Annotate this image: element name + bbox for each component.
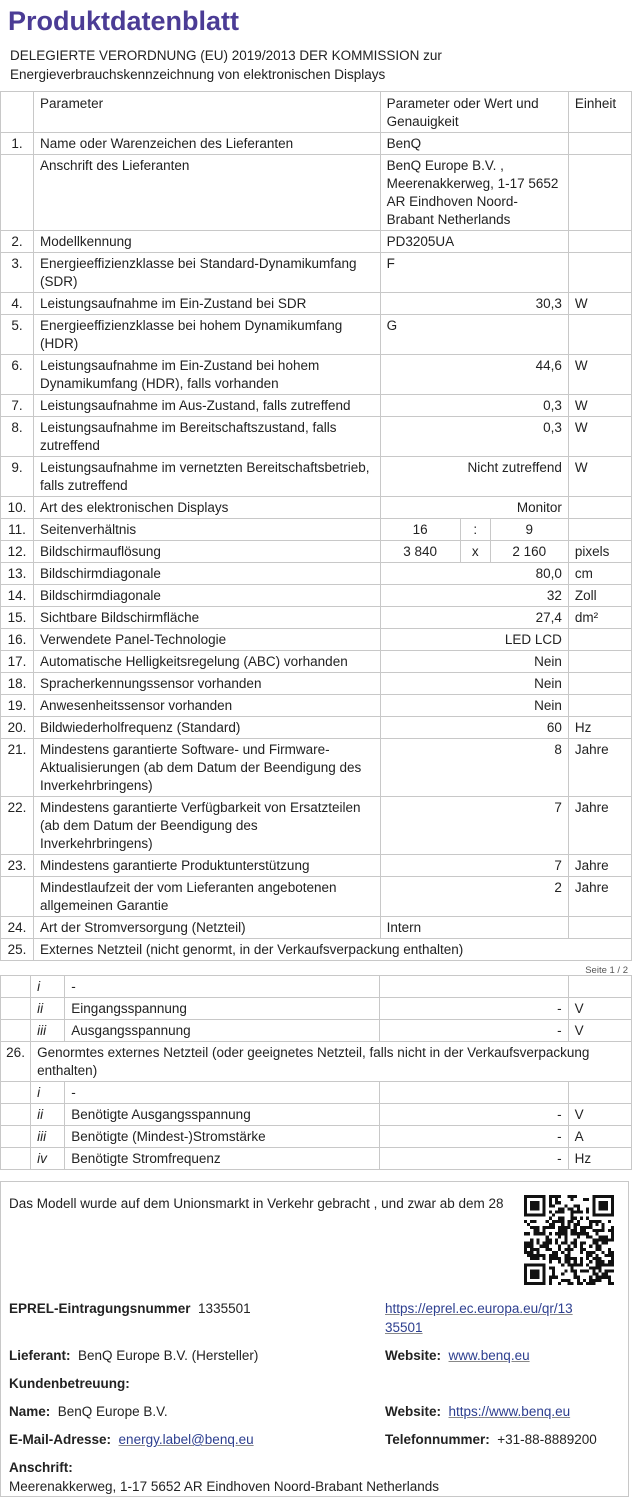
- sub-row: [1, 998, 632, 1020]
- table-row: [1, 231, 632, 253]
- table-row: [1, 673, 632, 695]
- row-parameter: Leistungsaufnahme im Ein-Zustand bei hohem Dynamikumfang (HDR), falls vorhanden: [34, 355, 381, 395]
- market-info-box: [0, 1181, 629, 1497]
- sub-row-value: [379, 1082, 568, 1104]
- sub-row-spacer: [1, 976, 31, 998]
- row-value: Nein: [380, 673, 568, 695]
- row-parameter: Externes Netzteil (nicht genormt, in der Verkaufsverpackung enthalten): [34, 939, 632, 961]
- support-name: [9, 1402, 168, 1421]
- row-value: 0,3: [380, 395, 568, 417]
- row-parameter: Art des elektronischen Displays: [34, 497, 381, 519]
- row-parameter: Anschrift des Lieferanten: [34, 155, 381, 231]
- row-parameter: Mindestens garantierte Produktunterstützung: [34, 855, 381, 877]
- row-unit: [568, 651, 631, 673]
- row-value-sep: x: [460, 541, 490, 563]
- sub-row-label: -: [65, 1082, 379, 1104]
- table-row-26: [1, 1042, 632, 1082]
- row-parameter: Anwesenheitssensor vorhanden: [34, 695, 381, 717]
- row-unit: [568, 315, 631, 355]
- row-value: 8: [380, 739, 568, 797]
- row-number: 26.: [1, 1042, 31, 1082]
- page-title: Produktdatenblatt: [8, 6, 240, 36]
- row-unit: [568, 231, 631, 253]
- support-email: [9, 1430, 254, 1449]
- sub-row-spacer: [1, 1148, 31, 1170]
- spec-table: [0, 91, 632, 961]
- row-number: 17.: [1, 651, 34, 673]
- table-row: [1, 315, 632, 355]
- row-value: 44,6: [380, 355, 568, 395]
- row-value: 7: [380, 855, 568, 877]
- table-row: [1, 541, 632, 563]
- sub-row-spacer: [1, 998, 31, 1020]
- table-row: [1, 651, 632, 673]
- website-2-label: Website:: [385, 1404, 442, 1419]
- row-value: 60: [380, 717, 568, 739]
- sub-row-unit: Hz: [568, 1148, 631, 1170]
- row-unit: W: [568, 395, 631, 417]
- table-row: [1, 293, 632, 315]
- row-number: 1.: [1, 133, 34, 155]
- header-unit: Einheit: [568, 92, 631, 133]
- table-row: [1, 155, 632, 231]
- sub-row: [1, 1104, 632, 1126]
- sub-row: [1, 1148, 632, 1170]
- table-row: [1, 629, 632, 651]
- row-unit: W: [568, 457, 631, 497]
- row-number: 4.: [1, 293, 34, 315]
- sub-row-roman: i: [31, 1082, 65, 1104]
- row-parameter: Genormtes externes Netzteil (oder geeignetes Netzteil, falls nicht in der Verkaufsverpackung enthalten): [31, 1042, 632, 1082]
- eprel-link[interactable]: [385, 1299, 573, 1337]
- sub-row-unit: V: [568, 1104, 631, 1126]
- row-number: 3.: [1, 253, 34, 293]
- row-number: 9.: [1, 457, 34, 497]
- subtitle-line-2: Energieverbrauchskennzeichnung von elektronischen Displays: [10, 67, 386, 82]
- row-value-a: 16: [380, 519, 460, 541]
- email-link[interactable]: energy.label@benq.eu: [118, 1432, 254, 1447]
- qr-code-icon: [524, 1195, 614, 1285]
- table-row: [1, 877, 632, 917]
- row-unit: Jahre: [568, 797, 631, 855]
- row-value: PD3205UA: [380, 231, 568, 253]
- row-parameter: Leistungsaufnahme im Aus-Zustand, falls zutreffend: [34, 395, 381, 417]
- table-row: [1, 855, 632, 877]
- table-row: [1, 457, 632, 497]
- row-unit: [568, 497, 631, 519]
- table-header-row: [1, 92, 632, 133]
- row-number: 23.: [1, 855, 34, 877]
- row-parameter: Art der Stromversorgung (Netzteil): [34, 917, 381, 939]
- row-parameter: Bildschirmdiagonale: [34, 563, 381, 585]
- website-1: [385, 1346, 530, 1365]
- website-2: [385, 1402, 570, 1421]
- row-value: 27,4: [380, 607, 568, 629]
- row-value-b: 2 160: [490, 541, 568, 563]
- row-unit: W: [568, 355, 631, 395]
- sub-row-value: -: [379, 1020, 568, 1042]
- row-value: BenQ: [380, 133, 568, 155]
- sub-row-value: -: [379, 998, 568, 1020]
- row-parameter: Automatische Helligkeitsregelung (ABC) vorhanden: [34, 651, 381, 673]
- regulation-subtitle: [10, 46, 620, 84]
- sub-row-value: -: [379, 1126, 568, 1148]
- row-number: 13.: [1, 563, 34, 585]
- sub-row-roman: i: [31, 976, 65, 998]
- row-unit: pixels: [568, 541, 631, 563]
- sub-row: [1, 1126, 632, 1148]
- phone-label: Telefonnummer:: [385, 1432, 490, 1447]
- sub-row-label: Benötigte Stromfrequenz: [65, 1148, 379, 1170]
- row-unit: [568, 629, 631, 651]
- row-unit: Jahre: [568, 739, 631, 797]
- row-value: Monitor: [380, 497, 568, 519]
- header-parameter: Parameter: [34, 92, 381, 133]
- sub-row-label: -: [65, 976, 379, 998]
- row-unit: Zoll: [568, 585, 631, 607]
- sub-row-spacer: [1, 1020, 31, 1042]
- email-label: E-Mail-Adresse:: [9, 1432, 112, 1447]
- sub-row-roman: ii: [31, 1104, 65, 1126]
- row-value: 2: [380, 877, 568, 917]
- row-value-sep: :: [460, 519, 490, 541]
- eprel-link-line-2[interactable]: 35501: [385, 1320, 423, 1335]
- table-row: [1, 355, 632, 395]
- sub-row-label: Ausgangsspannung: [65, 1020, 379, 1042]
- website-2-link[interactable]: https://www.benq.eu: [448, 1404, 571, 1419]
- row-value: F: [380, 253, 568, 293]
- row-value-b: 9: [490, 519, 568, 541]
- row-number: 18.: [1, 673, 34, 695]
- row-value: 80,0: [380, 563, 568, 585]
- row-unit: [568, 673, 631, 695]
- row-value: Nicht zutreffend: [380, 457, 568, 497]
- row-parameter: Bildwiederholfrequenz (Standard): [34, 717, 381, 739]
- table-row: [1, 563, 632, 585]
- support-heading: [9, 1374, 130, 1393]
- sub-row-roman: iii: [31, 1126, 65, 1148]
- row-unit: Hz: [568, 717, 631, 739]
- eprel-link-line-1[interactable]: https://eprel.ec.europa.eu/qr/13: [385, 1301, 573, 1316]
- sub-row-unit: V: [568, 998, 631, 1020]
- row-parameter: Modellkennung: [34, 231, 381, 253]
- table-row: [1, 585, 632, 607]
- sub-row-label: Benötigte (Mindest-)Stromstärke: [65, 1126, 379, 1148]
- website-1-label: Website:: [385, 1348, 442, 1363]
- row-parameter: Leistungsaufnahme im vernetzten Bereitschaftsbetrieb, falls zutreffend: [34, 457, 381, 497]
- row-number: 19.: [1, 695, 34, 717]
- sub-row: [1, 976, 632, 998]
- row-parameter: Name oder Warenzeichen des Lieferanten: [34, 133, 381, 155]
- table-row: [1, 607, 632, 629]
- row-unit: [568, 519, 631, 541]
- row-parameter: Mindestens garantierte Software- und Firmware-Aktualisierungen (ab dem Datum der Beendigung des Inverkehrbringens): [34, 739, 381, 797]
- header-num-cell: [1, 92, 34, 133]
- row-parameter: Bildschirmauflösung: [34, 541, 381, 563]
- row-number: 20.: [1, 717, 34, 739]
- support-address: Meerenakkerweg, 1-17 5652 AR Eindhoven Noord-Brabant Netherlands: [9, 1479, 440, 1494]
- row-value: 7: [380, 797, 568, 855]
- eprel-number: 1335501: [198, 1301, 251, 1316]
- row-number: 7.: [1, 395, 34, 417]
- row-value: 0,3: [380, 417, 568, 457]
- table-row: [1, 797, 632, 855]
- sub-row-label: Eingangsspannung: [65, 998, 379, 1020]
- website-1-link[interactable]: www.benq.eu: [448, 1348, 530, 1363]
- page-number: Seite 1 / 2: [585, 965, 628, 976]
- row-unit: [568, 155, 631, 231]
- row-unit: W: [568, 417, 631, 457]
- phone-value: +31-88-8889200: [497, 1432, 597, 1447]
- sub-row-value: [379, 976, 568, 998]
- table-row: [1, 133, 632, 155]
- sub-row-unit: [568, 1082, 631, 1104]
- supplier-label: Lieferant:: [9, 1348, 71, 1363]
- row-parameter: Sichtbare Bildschirmfläche: [34, 607, 381, 629]
- support-phone: [385, 1430, 597, 1449]
- row-number: 10.: [1, 497, 34, 519]
- row-unit: [568, 133, 631, 155]
- row-value: Nein: [380, 651, 568, 673]
- row-value-a: 3 840: [380, 541, 460, 563]
- table-row: [1, 519, 632, 541]
- sub-row-unit: [568, 976, 631, 998]
- row-number: 11.: [1, 519, 34, 541]
- row-number: [1, 877, 34, 917]
- row-parameter: Mindestlaufzeit der vom Lieferanten angebotenen allgemeinen Garantie: [34, 877, 381, 917]
- table-row: [1, 417, 632, 457]
- sub-row: [1, 1020, 632, 1042]
- sub-row-roman: iii: [31, 1020, 65, 1042]
- row-parameter: Mindestens garantierte Verfügbarkeit von Ersatzteilen (ab dem Datum der Beendigung des Inverkehrbringens): [34, 797, 381, 855]
- row-unit: [568, 253, 631, 293]
- row-number: 21.: [1, 739, 34, 797]
- row-value: Nein: [380, 695, 568, 717]
- row-number: 25.: [1, 939, 34, 961]
- row-number: 12.: [1, 541, 34, 563]
- row-unit: [568, 917, 631, 939]
- supplier-info: [9, 1346, 258, 1365]
- sub-row-spacer: [1, 1082, 31, 1104]
- table-row: [1, 717, 632, 739]
- power-supply-table: [0, 975, 632, 1170]
- row-parameter: Energieeffizienzklasse bei Standard-Dynamikumfang (SDR): [34, 253, 381, 293]
- row-value: 30,3: [380, 293, 568, 315]
- sub-row: [1, 1082, 632, 1104]
- table-row: [1, 695, 632, 717]
- row-unit: cm: [568, 563, 631, 585]
- market-date-text: Das Modell wurde auf dem Unionsmarkt in Verkehr gebracht , und zwar ab dem 28: [9, 1196, 504, 1211]
- row-unit: Jahre: [568, 877, 631, 917]
- sub-row-unit: A: [568, 1126, 631, 1148]
- row-number: 6.: [1, 355, 34, 395]
- row-number: 2.: [1, 231, 34, 253]
- row-unit: Jahre: [568, 855, 631, 877]
- name-label: Name:: [9, 1404, 51, 1419]
- row-number: 16.: [1, 629, 34, 651]
- address-label: Anschrift:: [9, 1460, 73, 1475]
- table-row: [1, 395, 632, 417]
- row-number: 22.: [1, 797, 34, 855]
- row-parameter: Energieeffizienzklasse bei hohem Dynamikumfang (HDR): [34, 315, 381, 355]
- row-parameter: Leistungsaufnahme im Ein-Zustand bei SDR: [34, 293, 381, 315]
- eprel-label: EPREL-Eintragungsnummer: [9, 1301, 191, 1316]
- row-number: 15.: [1, 607, 34, 629]
- row-number: 14.: [1, 585, 34, 607]
- table-row: [1, 253, 632, 293]
- row-parameter: Bildschirmdiagonale: [34, 585, 381, 607]
- row-value: LED LCD: [380, 629, 568, 651]
- row-value: G: [380, 315, 568, 355]
- row-parameter: Verwendete Panel-Technologie: [34, 629, 381, 651]
- row-value: Intern: [380, 917, 568, 939]
- subtitle-line-1: DELEGIERTE VERORDNUNG (EU) 2019/2013 DER KOMMISSION zur: [10, 48, 442, 63]
- table-row: [1, 497, 632, 519]
- support-label: Kundenbetreuung:: [9, 1376, 130, 1391]
- row-number: 5.: [1, 315, 34, 355]
- support-address-label: [9, 1458, 73, 1477]
- table-row: [1, 917, 632, 939]
- sub-row-unit: V: [568, 1020, 631, 1042]
- sub-row-roman: iv: [31, 1148, 65, 1170]
- table-row-25: [1, 939, 632, 961]
- sub-row-roman: ii: [31, 998, 65, 1020]
- table-row: [1, 739, 632, 797]
- name-value: BenQ Europe B.V.: [57, 1404, 168, 1419]
- sub-row-label: Benötigte Ausgangsspannung: [65, 1104, 379, 1126]
- row-number: [1, 155, 34, 231]
- row-unit: [568, 695, 631, 717]
- sub-row-value: -: [379, 1104, 568, 1126]
- row-number: 8.: [1, 417, 34, 457]
- header-value: Parameter oder Wert und Genauigkeit: [380, 92, 568, 133]
- row-value: BenQ Europe B.V. , Meerenakkerweg, 1-17 5652 AR Eindhoven Noord-Brabant Netherlands: [380, 155, 568, 231]
- row-parameter: Leistungsaufnahme im Bereitschaftszustand, falls zutreffend: [34, 417, 381, 457]
- eprel-registration: [9, 1299, 251, 1318]
- sub-row-spacer: [1, 1126, 31, 1148]
- supplier-value: BenQ Europe B.V. (Hersteller): [78, 1348, 259, 1363]
- row-parameter: Seitenverhältnis: [34, 519, 381, 541]
- sub-row-spacer: [1, 1104, 31, 1126]
- row-parameter: Spracherkennungssensor vorhanden: [34, 673, 381, 695]
- sub-row-value: -: [379, 1148, 568, 1170]
- row-unit: dm²: [568, 607, 631, 629]
- row-number: 24.: [1, 917, 34, 939]
- row-value: 32: [380, 585, 568, 607]
- row-unit: W: [568, 293, 631, 315]
